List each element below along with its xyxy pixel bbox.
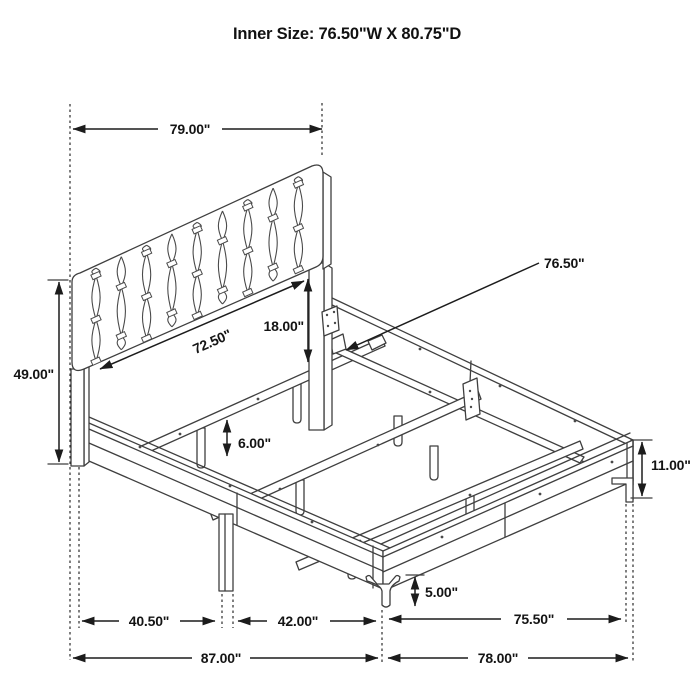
dim-label: 79.00"	[169, 121, 211, 137]
dim-label: 75.50"	[513, 611, 555, 627]
dim-label: 11.00"	[651, 457, 691, 473]
center-front-leg	[219, 514, 233, 591]
page-title: Inner Size: 76.50"W X 80.75"D	[232, 25, 462, 43]
dim-label: 5.00"	[425, 584, 458, 600]
dim-frame-width	[388, 650, 628, 666]
dim-label: 6.00"	[238, 435, 271, 451]
near-side-rail	[82, 417, 390, 589]
dim-total-depth	[73, 650, 378, 666]
dim-side-rail-length	[389, 611, 621, 627]
dim-label: 49.00"	[13, 366, 54, 382]
mounting-bracket	[322, 306, 339, 336]
support-leg	[197, 384, 301, 468]
dim-label: 76.50"	[544, 255, 585, 271]
dim-headboard-to-rail	[264, 279, 308, 362]
dim-label: 18.00"	[263, 318, 304, 334]
dim-label: 78.00"	[477, 650, 519, 666]
dim-label: 87.00"	[200, 650, 242, 666]
bed-frame	[82, 297, 633, 607]
dim-headboard-height	[14, 280, 68, 464]
dim-leg-height	[406, 575, 458, 606]
dim-slat-clearance	[227, 420, 271, 456]
dim-frame-height	[631, 440, 691, 498]
dimension-annotations	[14, 121, 691, 666]
support-leg	[296, 446, 438, 515]
far-side-rail	[330, 297, 633, 485]
dim-front-rail-right	[238, 613, 376, 629]
extension-lines	[70, 103, 633, 664]
dim-headboard-width	[73, 121, 322, 137]
dim-label: 72.50"	[190, 325, 234, 357]
dim-label: 40.50"	[128, 613, 170, 629]
headboard-left-leg	[71, 366, 89, 466]
dim-front-rail-left	[82, 613, 215, 629]
dim-label: 42.00"	[277, 613, 319, 629]
leader-line	[346, 263, 539, 350]
headboard-panel-edge	[323, 172, 331, 269]
